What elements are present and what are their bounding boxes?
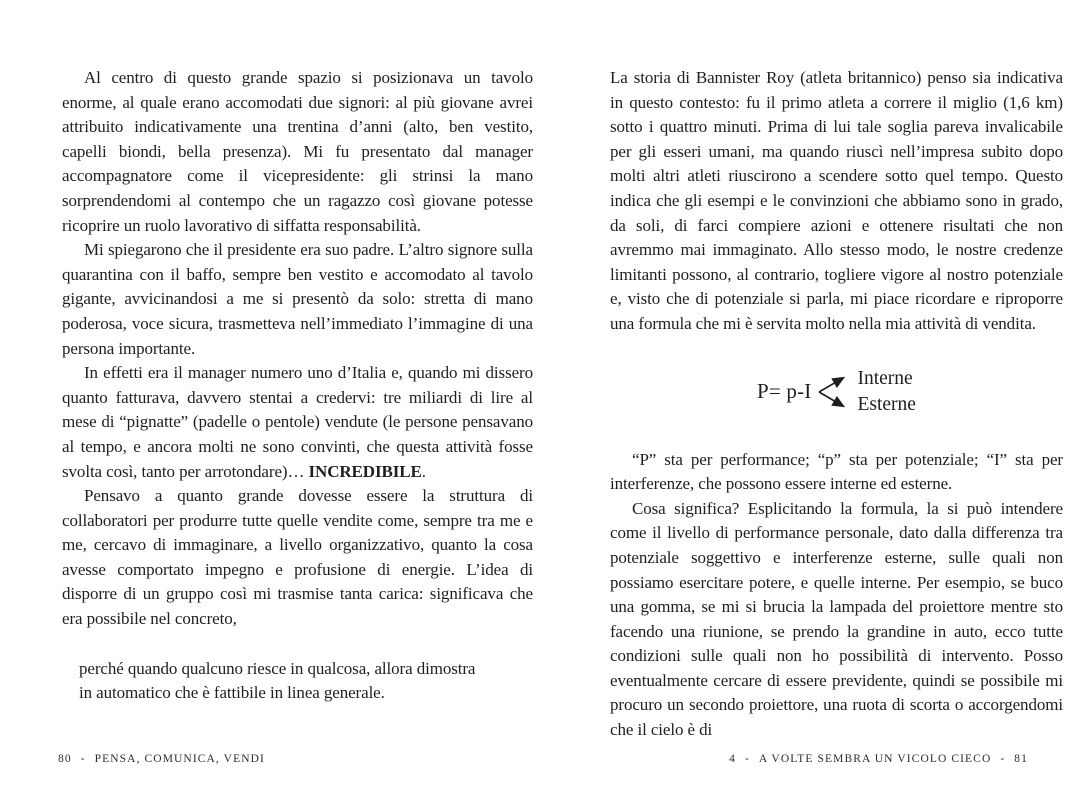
page-number: 80: [58, 753, 72, 765]
paragraph: Cosa significa? Esplicitando la formula, la si può intendere come il livello di performance personale, dato dalla differenza tra potenziale soggettivo e interferenze esterne, sulle quali non possiamo esercitare potere, e quelle interne. Per esempio, se buco una gomma, se mi si brucia la lampada del proiettore mentre sto facendo una riunione, se prendo la grandine in auto, ecco tutte condizioni sulle quali non ho possibilità di intervento. Posso eventualmente cercare di essere previdente, quindi se possibile mi procuro un secondo proiettore, una ruota di scorta o accorgendomi che il cielo è di: [610, 498, 1063, 740]
page-number: 81: [1014, 753, 1028, 765]
fork-arrows-icon: [817, 367, 853, 417]
book-title: PENSA, COMUNICA, VENDI: [94, 753, 265, 765]
paragraph: Pensavo a quanto grande dovesse essere la struttura di collaboratori per produrre tutte quelle vendite come, sempre tra me e me, cercavo di immaginare, a livello organizzativo, quanto la cosa avesse comportato impegno e profusione di energie. L’idea di disporre di un gruppo così mi trasmise tanta carica: significava che era possibile nel concreto,: [62, 486, 533, 629]
formula-expression: P= p-I: [757, 379, 812, 404]
paragraph: [62, 361, 533, 484]
paragraph: Al centro di questo grande spazio si posizionava un tavolo enorme, al quale erano accomodati due signori: al più giovane avrei attribuito indicativamente una trentina d’anni (alto, ben vestito, capelli biondi, bella presenza). Mi fu presentato dal manager accompagnatore come il vicepresidente: gli strinsi la mano sorprendendomi al contempo che un ragazzo così giovane potesse ricoprire un ruolo lavorativo di siffatta responsabilità.: [62, 68, 533, 235]
formula-branch-interne: Interne: [857, 367, 913, 389]
paragraph: Mi spiegarono che il presidente era suo padre. L’altro signore sulla quarantina con il baffo, sempre ben vestito e accomodato al tavolo gigante, avvicinandosi a me si presentò da solo: stretta di mano poderosa, voce sicura, trasmetteva nell’immediato l’immagine di una persona importante.: [62, 240, 533, 358]
emphasis-incredibile: INCREDIBILE: [308, 461, 422, 481]
left-page-footer: [58, 753, 265, 765]
footer-separator: -: [744, 753, 750, 765]
paragraph-text: In effetti era il manager numero uno d’Italia e, quando mi dissero quanto fatturava, davvero stentai a credervi: tre miliardi di lire al mese di “pignatte” (padelle o pentole) vendute (le persone pensavano al tempo, e ancora molti ne sono convinti, che questa attività fosse svolta così, tanto per arrotondare)…: [62, 363, 533, 481]
paragraph: “P” sta per performance; “p” sta per potenziale; “I” sta per interferenze, che possono essere interne ed esterne.: [610, 449, 1063, 494]
block-quote: perché quando qualcuno riesce in qualcosa, allora dimostra in automatico che è fattibile in linea generale.: [79, 658, 476, 703]
page-left-text-block: [62, 66, 533, 706]
right-page-footer: [729, 753, 1028, 765]
formula-branches: [857, 366, 915, 418]
footer-separator: -: [80, 753, 86, 765]
formula-branch-esterne: Esterne: [857, 393, 916, 415]
paragraph: La storia di Bannister Roy (atleta britannico) penso sia indicativa in questo contesto: fu il primo atleta a correre il miglio (1,6 km) sotto i quattro minuti. Prima di lui tale soglia pareva invalicabile per gli esseri umani, ma quando riuscì nell’impresa subito dopo molti altri atleti riuscirono a scendere sotto quel tempo. Questo indica che gli esempi e le convinzioni che abbiamo sono in grado, da soli, di farci compiere azioni e ottenere risultati che non avremmo mai immaginato. Allo stesso modo, le nostre credenze limitanti possono, al contrario, togliere vigore al nostro potenziale e, visto che di potenziale si parla, mi piace ricordare e riproporre una formula che mi è servita molto nella mia attività di vendita.: [610, 68, 1063, 333]
chapter-title: A VOLTE SEMBRA UN VICOLO CIECO: [758, 753, 992, 765]
formula-block: [610, 363, 1063, 421]
footer-separator: -: [1000, 753, 1006, 765]
chapter-number: 4: [729, 753, 736, 765]
page-right-text-block: [610, 66, 1063, 743]
paragraph-text: .: [421, 461, 426, 481]
